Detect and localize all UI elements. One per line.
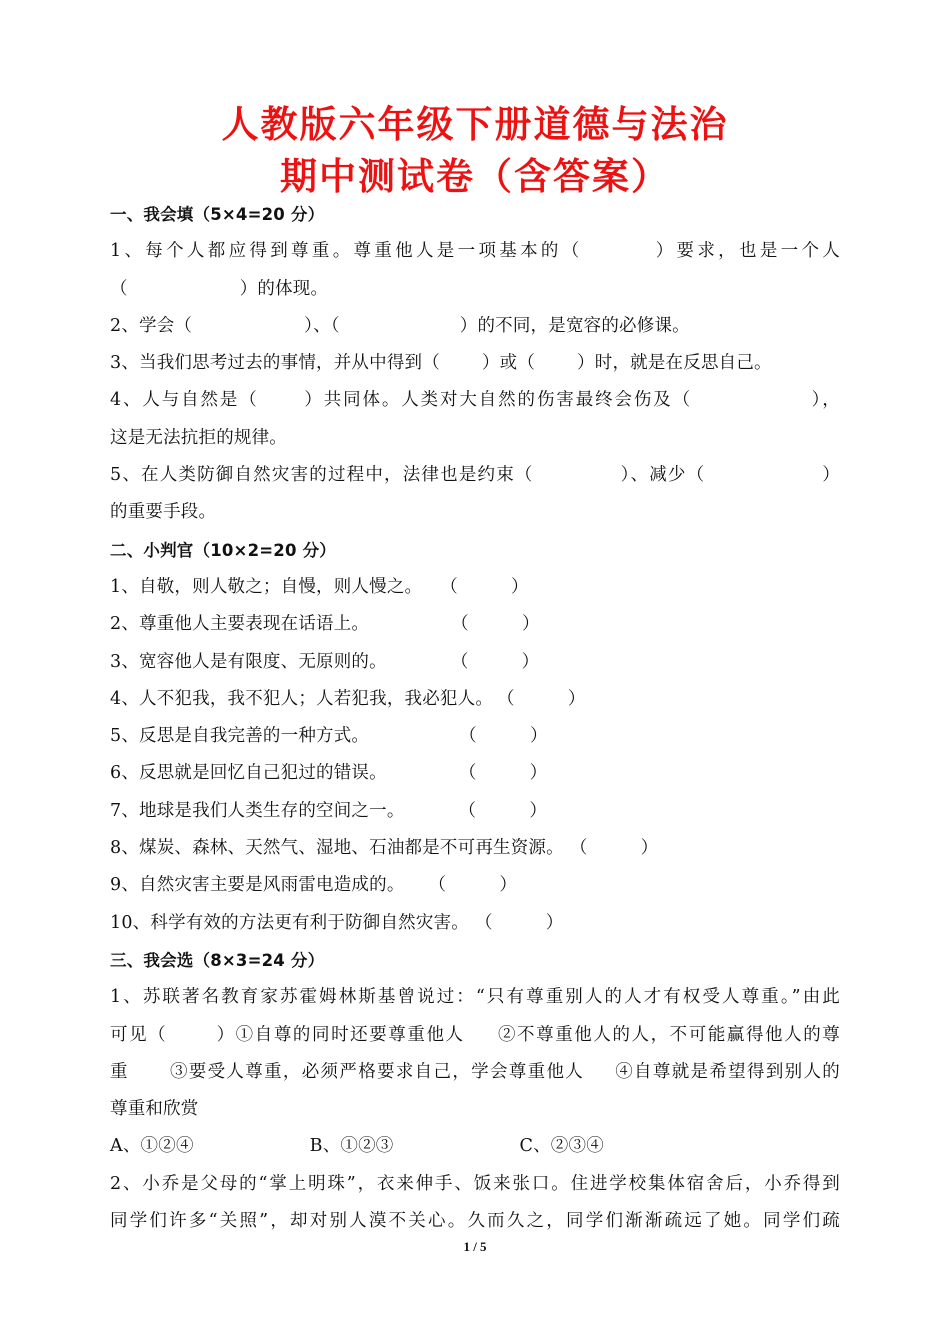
section1-heading: 一、我会填（5×4=20 分） <box>110 205 325 224</box>
s3-q2-line2: 同学们许多“关照”，却对别人漠不关心。久而久之，同学们渐渐疏远了她。同学们疏 <box>110 1211 840 1232</box>
option-b: B、①②③ <box>309 1136 394 1157</box>
judge-item: 5、反思是自我完善的一种方式。 （ ） <box>110 726 548 747</box>
judge-item: 8、煤炭、森林、天然气、湿地、石油都是不可再生资源。 （ ） <box>110 838 659 859</box>
page-number: 1 / 5 <box>463 1239 487 1254</box>
s1-q4-line2: 这是无法抗拒的规律。 <box>110 427 287 448</box>
judge-item: 4、人不犯我，我不犯人；人若犯我，我必犯人。 （ ） <box>110 688 586 709</box>
judge-item: 10、科学有效的方法更有利于防御自然灾害。 （ ） <box>110 912 564 933</box>
s3-q1-line2: 可见（ ）①自尊的同时还要尊重他人 ②不尊重他人的人，不可能赢得他人的尊 <box>110 1024 840 1045</box>
document-body <box>110 196 840 1240</box>
section2-heading: 二、小判官（10×2=20 分） <box>110 540 336 560</box>
judge-item: 3、宽容他人是有限度、无原则的。 （ ） <box>110 651 540 672</box>
judge-item: 9、自然灾害主要是风雨雷电造成的。 （ ） <box>110 875 518 896</box>
option-c: C、②③④ <box>519 1136 604 1157</box>
document-title-line1: 人教版六年级下册道德与法治 <box>221 102 729 146</box>
s1-q2: 2、学会（ ）、（ ）的不同，是宽容的必修课。 <box>110 315 690 336</box>
s3-q1-line3: 重 ③要受人尊重，必须严格要求自己，学会尊重他人 ④自尊就是希望得到别人的 <box>110 1061 840 1082</box>
s1-q1-line2: （ ）的体现。 <box>110 278 329 299</box>
s1-q1-line1: 1、每个人都应得到尊重。尊重他人是一项基本的（ ）要求，也是一个人 <box>110 241 840 262</box>
option-a: A、①②④ <box>110 1136 194 1157</box>
judge-item: 6、反思就是回忆自己犯过的错误。 （ ） <box>110 763 548 784</box>
s3-q1-options <box>110 1128 840 1165</box>
section3-heading: 三、我会选（8×3=24 分） <box>110 950 325 970</box>
s3-q1-line4: 尊重和欣赏 <box>110 1099 199 1120</box>
document-title-line2: 期中测试卷（含答案） <box>280 154 670 198</box>
judge-item: 2、尊重他人主要表现在话语上。 （ ） <box>110 614 540 635</box>
s1-q5-line1: 5、在人类防御自然灾害的过程中，法律也是约束（ ）、减少（ ） <box>110 465 841 486</box>
s1-q5-line2: 的重要手段。 <box>110 502 217 523</box>
judge-item: 7、地球是我们人类生存的空间之一。 （ ） <box>110 800 548 821</box>
s3-q2-line1: 2、小乔是父母的“掌上明珠”，衣来伸手、饭来张口。住进学校集体宿舍后，小乔得到 <box>110 1173 840 1194</box>
s3-q1-line1: 1、苏联著名教育家苏霍姆林斯基曾说过：“只有尊重别人的人才有权受人尊重。”由此 <box>110 987 840 1008</box>
judge-item: 1、自敬，则人敬之；自慢，则人慢之。 （ ） <box>110 576 529 597</box>
s1-q4-line1: 4、人与自然是（ ）共同体。人类对大自然的伤害最终会伤及（ ）， <box>110 390 841 411</box>
s1-q3: 3、当我们思考过去的事情，并从中得到（ ）或（ ）时，就是在反思自己。 <box>110 353 772 374</box>
